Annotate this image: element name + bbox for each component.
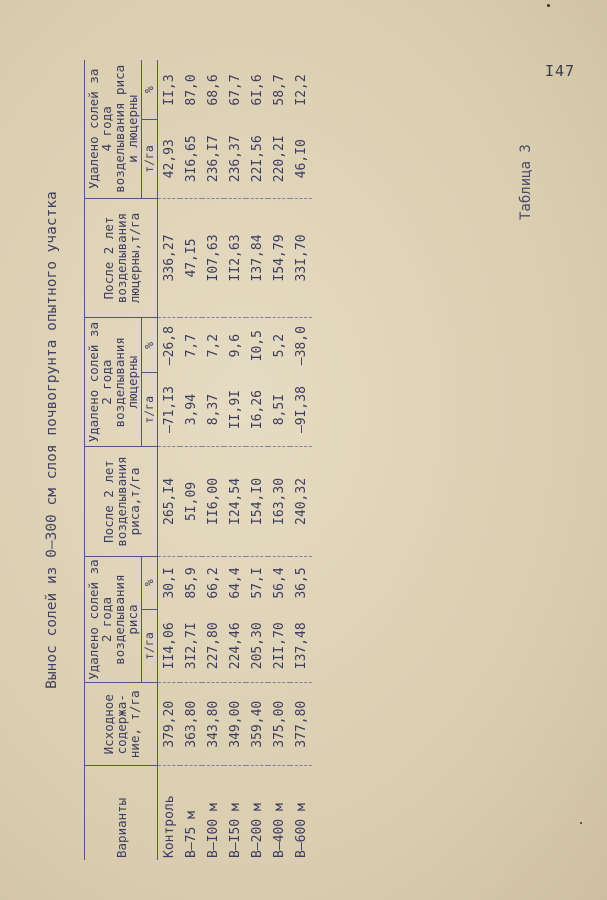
sub-header-tga: т/га <box>142 609 158 683</box>
cell: 42,93 <box>158 120 181 198</box>
cell: 36,5 <box>293 567 309 599</box>
cell: 236,37 <box>224 120 246 198</box>
cell-variant: В–I50 м <box>227 803 243 858</box>
cell: 349,00 <box>224 683 246 766</box>
cell: 57,I <box>249 567 265 599</box>
cell: 56,4 <box>271 567 287 599</box>
header-after-rice: После 2 лет возделывания риса,т/га <box>85 447 158 557</box>
cell: 22I,56 <box>246 120 268 198</box>
cell: 236,I7 <box>202 120 224 198</box>
cell: 363,80 <box>180 683 202 766</box>
sub-header-tga: т/га <box>142 120 158 198</box>
cell-variant: В–400 м <box>271 803 287 858</box>
sub-header-pct: % <box>142 556 158 609</box>
cell: 7,2 <box>205 333 221 358</box>
cell: I2,2 <box>293 74 309 106</box>
cell: 6I,6 <box>249 74 265 106</box>
table-row <box>290 60 312 860</box>
table-row <box>180 60 202 860</box>
cell: 3I6,65 <box>180 120 202 198</box>
table-row <box>224 60 246 860</box>
cell: II4,06 <box>158 609 181 683</box>
cell: 47,I5 <box>180 198 202 318</box>
cell: I63,30 <box>268 447 290 557</box>
cell-variant: В–600 м <box>293 803 309 858</box>
cell: –9I,38 <box>290 373 312 447</box>
cell-variant: В–I00 м <box>205 803 221 858</box>
table-row <box>268 60 290 860</box>
cell: –71,I3 <box>158 373 181 447</box>
cell: –26,8 <box>161 326 177 366</box>
cell: II6,00 <box>202 447 224 557</box>
cell: I54,I0 <box>246 447 268 557</box>
cell: 33I,70 <box>290 198 312 318</box>
cell: 7,7 <box>183 333 199 358</box>
cell: 5I,09 <box>180 447 202 557</box>
rotated-table-block <box>40 40 550 860</box>
cell: I0,5 <box>249 329 265 362</box>
paper-speck <box>580 822 582 824</box>
cell: 265,I4 <box>158 447 181 557</box>
cell: 3,94 <box>180 373 202 447</box>
sub-header-tga: т/га <box>142 373 158 447</box>
cell-variant: В–200 м <box>249 803 265 858</box>
cell: 87,0 <box>183 74 199 106</box>
table-title: Вынос солей из 0–300 см слоя почвогрунта опытного участка <box>44 191 60 689</box>
cell: 359,40 <box>246 683 268 766</box>
cell: 8,5I <box>268 373 290 447</box>
header-removed-alfalfa: Удалено солей за 2 года возделывания люцерны <box>85 318 142 447</box>
table-row <box>246 60 268 860</box>
cell: 220,2I <box>268 120 290 198</box>
paper-speck <box>547 4 550 7</box>
cell: 66,2 <box>205 567 221 599</box>
cell: 64,4 <box>227 567 243 599</box>
cell-variant: В–75 м <box>183 811 199 858</box>
header-after-alfalfa: После 2 лет возделывания люцерны,т/га <box>85 198 158 318</box>
cell: 377,80 <box>290 683 312 766</box>
cell: 30,I <box>161 567 177 599</box>
header-initial: Исходное содержа-ние, т/га <box>85 683 158 766</box>
cell: I37,48 <box>290 609 312 683</box>
cell: 227,80 <box>202 609 224 683</box>
cell: 3I2,7I <box>180 609 202 683</box>
cell: I24,54 <box>224 447 246 557</box>
header-removed-rice: Удалено солей за 2 года возделывания риса <box>85 556 142 683</box>
header-variants: Варианты <box>85 766 158 860</box>
table-row <box>202 60 224 860</box>
cell: 5,2 <box>271 333 287 358</box>
cell: 379,20 <box>158 683 181 766</box>
cell: I07,63 <box>202 198 224 318</box>
cell: 68,6 <box>205 74 221 106</box>
cell: 375,00 <box>268 683 290 766</box>
page-number: I47 <box>545 62 576 80</box>
cell: 205,30 <box>246 609 268 683</box>
cell: II,9I <box>224 373 246 447</box>
cell: 2II,70 <box>268 609 290 683</box>
cell: 343,80 <box>202 683 224 766</box>
cell: I54,79 <box>268 198 290 318</box>
sub-header-pct: % <box>142 60 158 120</box>
cell: 85,9 <box>183 567 199 599</box>
header-removed-total: Удалено солей за 4 года возделывания риса и люцерны <box>85 60 142 198</box>
cell: II,3 <box>161 74 177 106</box>
cell: 9,6 <box>227 333 243 358</box>
cell: 46,I0 <box>290 120 312 198</box>
cell: I6,26 <box>246 373 268 447</box>
cell: 58,7 <box>271 74 287 106</box>
cell: 224,46 <box>224 609 246 683</box>
cell: 240,32 <box>290 447 312 557</box>
cell: II2,63 <box>224 198 246 318</box>
salt-removal-table <box>84 60 312 860</box>
table-label: Таблица 3 <box>518 144 534 220</box>
sub-header-pct: % <box>142 318 158 373</box>
cell: I37,84 <box>246 198 268 318</box>
cell: 336,27 <box>158 198 181 318</box>
cell: –38,0 <box>293 326 309 366</box>
cell: 8,37 <box>202 373 224 447</box>
cell: 67,7 <box>227 74 243 106</box>
cell-variant: Контроль <box>161 795 177 858</box>
table-row <box>158 60 181 860</box>
